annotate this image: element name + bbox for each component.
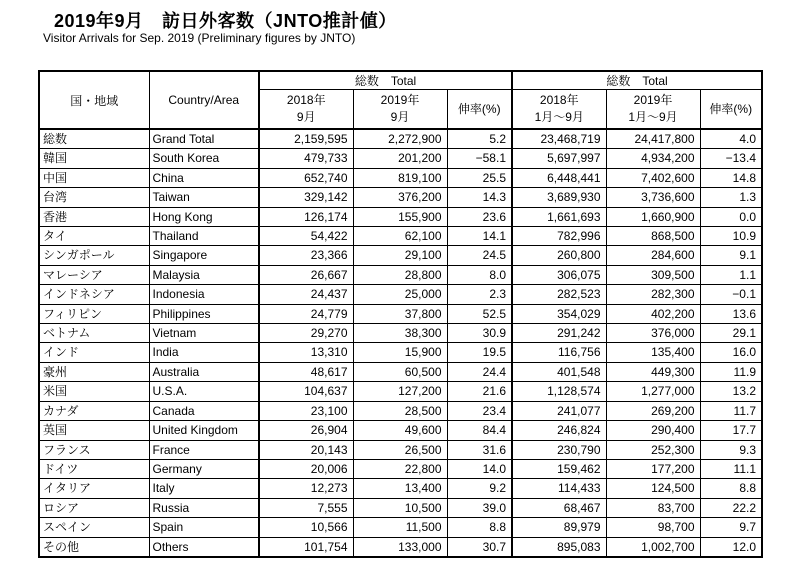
- cell-2018-sep: 26,904: [259, 421, 353, 440]
- cell-country-en: Philippines: [149, 304, 259, 323]
- cell-2019-sep: 60,500: [353, 362, 447, 381]
- cell-growth-cumulative: 8.8: [700, 479, 762, 498]
- cell-growth-monthly: 14.0: [447, 459, 512, 478]
- cell-country-jp: フランス: [39, 440, 149, 459]
- cell-country-en: Germany: [149, 459, 259, 478]
- cell-growth-cumulative: 11.1: [700, 459, 762, 478]
- cell-country-jp: カナダ: [39, 401, 149, 420]
- header-group-row: [39, 71, 762, 90]
- cell-country-en: Australia: [149, 362, 259, 381]
- cell-2019-jan-sep: 98,700: [606, 518, 700, 537]
- cell-growth-monthly: 30.9: [447, 324, 512, 343]
- cell-2019-jan-sep: 1,277,000: [606, 382, 700, 401]
- cell-2019-jan-sep: 7,402,600: [606, 168, 700, 187]
- cell-growth-monthly: 2.3: [447, 285, 512, 304]
- cell-country-jp: 英国: [39, 421, 149, 440]
- cell-growth-monthly: 24.5: [447, 246, 512, 265]
- cell-growth-monthly: 5.2: [447, 129, 512, 149]
- header-2018-sep: [259, 90, 353, 130]
- cell-growth-monthly: 52.5: [447, 304, 512, 323]
- cell-2019-sep: 28,800: [353, 265, 447, 284]
- cell-2019-jan-sep: 449,300: [606, 362, 700, 381]
- cell-2018-jan-sep: 306,075: [512, 265, 606, 284]
- cell-2019-sep: 62,100: [353, 227, 447, 246]
- cell-2018-sep: 652,740: [259, 168, 353, 187]
- cell-country-en: Others: [149, 537, 259, 557]
- table-row: [39, 343, 762, 362]
- cell-growth-monthly: −58.1: [447, 149, 512, 168]
- header-period-line: 2019年: [633, 93, 673, 107]
- cell-country-jp: マレーシア: [39, 265, 149, 284]
- table-header: [39, 71, 762, 129]
- cell-2018-jan-sep: 89,979: [512, 518, 606, 537]
- cell-country-en: Thailand: [149, 227, 259, 246]
- cell-growth-monthly: 19.5: [447, 343, 512, 362]
- cell-2019-jan-sep: 3,736,600: [606, 188, 700, 207]
- cell-2018-jan-sep: 1,128,574: [512, 382, 606, 401]
- table-row: [39, 537, 762, 557]
- cell-growth-monthly: 25.5: [447, 168, 512, 187]
- page-title: 2019年9月 訪日外客数（JNTO推計値）: [54, 11, 397, 31]
- table-body: [39, 129, 762, 557]
- cell-2018-sep: 24,437: [259, 285, 353, 304]
- cell-2018-sep: 23,100: [259, 401, 353, 420]
- cell-country-en: Spain: [149, 518, 259, 537]
- cell-2018-jan-sep: 1,661,693: [512, 207, 606, 226]
- cell-2019-jan-sep: 252,300: [606, 440, 700, 459]
- header-monthly-total-group: 総数 Total: [259, 71, 512, 90]
- cell-country-jp: ドイツ: [39, 459, 149, 478]
- cell-country-en: United Kingdom: [149, 421, 259, 440]
- header-2018-jan-sep: [512, 90, 606, 130]
- cell-2018-sep: 329,142: [259, 188, 353, 207]
- table-row: [39, 401, 762, 420]
- cell-country-jp: 香港: [39, 207, 149, 226]
- cell-growth-cumulative: 9.1: [700, 246, 762, 265]
- cell-2018-jan-sep: 401,548: [512, 362, 606, 381]
- cell-2019-jan-sep: 124,500: [606, 479, 700, 498]
- cell-2019-jan-sep: 177,200: [606, 459, 700, 478]
- cell-country-en: Italy: [149, 479, 259, 498]
- cell-2019-sep: 28,500: [353, 401, 447, 420]
- cell-2018-jan-sep: 159,462: [512, 459, 606, 478]
- cell-2018-sep: 24,779: [259, 304, 353, 323]
- cell-2019-sep: 15,900: [353, 343, 447, 362]
- cell-growth-cumulative: 17.7: [700, 421, 762, 440]
- table-row: [39, 498, 762, 517]
- table-row: [39, 265, 762, 284]
- header-period-line: 2018年: [539, 93, 579, 107]
- cell-2018-sep: 29,270: [259, 324, 353, 343]
- cell-country-en: Grand Total: [149, 129, 259, 149]
- cell-2019-sep: 13,400: [353, 479, 447, 498]
- table-row: [39, 168, 762, 187]
- cell-2018-jan-sep: 3,689,930: [512, 188, 606, 207]
- cell-growth-cumulative: 0.0: [700, 207, 762, 226]
- cell-country-en: South Korea: [149, 149, 259, 168]
- page-subtitle: Visitor Arrivals for Sep. 2019 (Preliminary figures by JNTO): [43, 31, 356, 45]
- cell-country-en: Hong Kong: [149, 207, 259, 226]
- visitor-arrivals-table: [38, 70, 763, 558]
- cell-growth-cumulative: 9.3: [700, 440, 762, 459]
- cell-country-jp: その他: [39, 537, 149, 557]
- cell-2019-sep: 2,272,900: [353, 129, 447, 149]
- cell-2019-sep: 819,100: [353, 168, 447, 187]
- table-row: [39, 324, 762, 343]
- cell-2019-jan-sep: 4,934,200: [606, 149, 700, 168]
- cell-growth-cumulative: 14.8: [700, 168, 762, 187]
- table-row: [39, 246, 762, 265]
- cell-2018-jan-sep: 354,029: [512, 304, 606, 323]
- cell-growth-monthly: 14.3: [447, 188, 512, 207]
- cell-2019-sep: 22,800: [353, 459, 447, 478]
- table-row: [39, 362, 762, 381]
- table-row: [39, 129, 762, 149]
- cell-growth-monthly: 30.7: [447, 537, 512, 557]
- cell-2018-sep: 2,159,595: [259, 129, 353, 149]
- cell-2019-sep: 201,200: [353, 149, 447, 168]
- cell-country-en: Vietnam: [149, 324, 259, 343]
- cell-growth-cumulative: −0.1: [700, 285, 762, 304]
- cell-2018-sep: 10,566: [259, 518, 353, 537]
- cell-2018-jan-sep: 895,083: [512, 537, 606, 557]
- cell-growth-monthly: 8.0: [447, 265, 512, 284]
- table-row: [39, 304, 762, 323]
- header-growth-cumulative: 伸率(%): [700, 90, 762, 130]
- cell-growth-monthly: 8.8: [447, 518, 512, 537]
- cell-growth-monthly: 14.1: [447, 227, 512, 246]
- cell-growth-cumulative: 1.1: [700, 265, 762, 284]
- header-period-line: 9月: [296, 110, 316, 124]
- cell-2018-sep: 20,006: [259, 459, 353, 478]
- cell-growth-cumulative: 11.7: [700, 401, 762, 420]
- cell-2018-sep: 20,143: [259, 440, 353, 459]
- cell-2019-sep: 25,000: [353, 285, 447, 304]
- cell-2019-sep: 127,200: [353, 382, 447, 401]
- cell-country-en: Indonesia: [149, 285, 259, 304]
- cell-2018-jan-sep: 260,800: [512, 246, 606, 265]
- cell-2019-jan-sep: 135,400: [606, 343, 700, 362]
- table-row: [39, 459, 762, 478]
- cell-2018-sep: 7,555: [259, 498, 353, 517]
- cell-2019-sep: 155,900: [353, 207, 447, 226]
- cell-2018-jan-sep: 291,242: [512, 324, 606, 343]
- cell-growth-cumulative: −13.4: [700, 149, 762, 168]
- cell-2019-jan-sep: 868,500: [606, 227, 700, 246]
- cell-2018-sep: 479,733: [259, 149, 353, 168]
- table-row: [39, 207, 762, 226]
- cell-growth-monthly: 21.6: [447, 382, 512, 401]
- table-row: [39, 421, 762, 440]
- cell-2018-sep: 54,422: [259, 227, 353, 246]
- cell-country-jp: シンガポール: [39, 246, 149, 265]
- table-row: [39, 382, 762, 401]
- cell-country-jp: 豪州: [39, 362, 149, 381]
- table-row: [39, 227, 762, 246]
- cell-country-jp: タイ: [39, 227, 149, 246]
- cell-growth-cumulative: 11.9: [700, 362, 762, 381]
- cell-2019-jan-sep: 402,200: [606, 304, 700, 323]
- cell-2019-sep: 38,300: [353, 324, 447, 343]
- cell-growth-cumulative: 16.0: [700, 343, 762, 362]
- cell-2019-jan-sep: 376,000: [606, 324, 700, 343]
- cell-2019-sep: 49,600: [353, 421, 447, 440]
- header-growth-monthly: 伸率(%): [447, 90, 512, 130]
- cell-2019-sep: 26,500: [353, 440, 447, 459]
- cell-growth-monthly: 23.6: [447, 207, 512, 226]
- cell-growth-cumulative: 10.9: [700, 227, 762, 246]
- cell-growth-monthly: 24.4: [447, 362, 512, 381]
- table-row: [39, 149, 762, 168]
- cell-country-jp: フィリピン: [39, 304, 149, 323]
- cell-2019-jan-sep: 1,002,700: [606, 537, 700, 557]
- table-row: [39, 440, 762, 459]
- header-2019-sep: [353, 90, 447, 130]
- cell-growth-cumulative: 9.7: [700, 518, 762, 537]
- cell-growth-monthly: 31.6: [447, 440, 512, 459]
- cell-2018-sep: 23,366: [259, 246, 353, 265]
- header-period-line: 2019年: [380, 93, 420, 107]
- cell-country-en: India: [149, 343, 259, 362]
- table-row: [39, 479, 762, 498]
- cell-2018-sep: 13,310: [259, 343, 353, 362]
- cell-2019-sep: 11,500: [353, 518, 447, 537]
- cell-2019-sep: 376,200: [353, 188, 447, 207]
- header-country-area-en: Country/Area: [149, 71, 259, 129]
- cell-2019-jan-sep: 24,417,800: [606, 129, 700, 149]
- cell-2018-jan-sep: 116,756: [512, 343, 606, 362]
- cell-country-en: Canada: [149, 401, 259, 420]
- header-period-line: 9月: [390, 110, 410, 124]
- cell-2019-jan-sep: 282,300: [606, 285, 700, 304]
- cell-country-jp: 米国: [39, 382, 149, 401]
- cell-2018-jan-sep: 68,467: [512, 498, 606, 517]
- cell-2018-sep: 126,174: [259, 207, 353, 226]
- cell-2018-jan-sep: 5,697,997: [512, 149, 606, 168]
- cell-country-jp: 中国: [39, 168, 149, 187]
- cell-country-jp: 韓国: [39, 149, 149, 168]
- cell-growth-cumulative: 22.2: [700, 498, 762, 517]
- header-cumulative-total-group: 総数 Total: [512, 71, 762, 90]
- cell-country-en: Russia: [149, 498, 259, 517]
- cell-2019-sep: 37,800: [353, 304, 447, 323]
- cell-country-jp: ベトナム: [39, 324, 149, 343]
- header-period-line: 2018年: [286, 93, 326, 107]
- cell-2018-sep: 26,667: [259, 265, 353, 284]
- cell-2018-sep: 12,273: [259, 479, 353, 498]
- cell-2018-jan-sep: 23,468,719: [512, 129, 606, 149]
- cell-country-jp: 総数: [39, 129, 149, 149]
- cell-2019-jan-sep: 1,660,900: [606, 207, 700, 226]
- cell-growth-cumulative: 12.0: [700, 537, 762, 557]
- header-period-line: 1月～9月: [628, 110, 678, 124]
- cell-2019-jan-sep: 309,500: [606, 265, 700, 284]
- cell-country-en: Singapore: [149, 246, 259, 265]
- cell-2019-jan-sep: 290,400: [606, 421, 700, 440]
- cell-2019-sep: 10,500: [353, 498, 447, 517]
- cell-2018-sep: 104,637: [259, 382, 353, 401]
- cell-2019-jan-sep: 284,600: [606, 246, 700, 265]
- cell-2018-jan-sep: 114,433: [512, 479, 606, 498]
- cell-growth-cumulative: 29.1: [700, 324, 762, 343]
- table-row: [39, 285, 762, 304]
- cell-2019-jan-sep: 83,700: [606, 498, 700, 517]
- cell-country-en: Malaysia: [149, 265, 259, 284]
- cell-growth-monthly: 39.0: [447, 498, 512, 517]
- cell-2018-jan-sep: 230,790: [512, 440, 606, 459]
- header-country-area-jp: 国・地域: [39, 71, 149, 129]
- cell-country-jp: インド: [39, 343, 149, 362]
- cell-growth-cumulative: 4.0: [700, 129, 762, 149]
- cell-country-en: China: [149, 168, 259, 187]
- cell-2018-jan-sep: 241,077: [512, 401, 606, 420]
- cell-2018-jan-sep: 6,448,441: [512, 168, 606, 187]
- cell-country-jp: ロシア: [39, 498, 149, 517]
- cell-2019-sep: 133,000: [353, 537, 447, 557]
- cell-country-en: France: [149, 440, 259, 459]
- cell-growth-monthly: 84.4: [447, 421, 512, 440]
- cell-growth-cumulative: 13.6: [700, 304, 762, 323]
- cell-2018-jan-sep: 246,824: [512, 421, 606, 440]
- header-period-line: 1月～9月: [534, 110, 584, 124]
- cell-2018-jan-sep: 782,996: [512, 227, 606, 246]
- table-row: [39, 518, 762, 537]
- cell-country-jp: 台湾: [39, 188, 149, 207]
- cell-2018-sep: 48,617: [259, 362, 353, 381]
- cell-growth-monthly: 23.4: [447, 401, 512, 420]
- cell-growth-monthly: 9.2: [447, 479, 512, 498]
- cell-2018-jan-sep: 282,523: [512, 285, 606, 304]
- cell-country-jp: インドネシア: [39, 285, 149, 304]
- cell-growth-cumulative: 13.2: [700, 382, 762, 401]
- cell-country-jp: スペイン: [39, 518, 149, 537]
- cell-growth-cumulative: 1.3: [700, 188, 762, 207]
- cell-country-en: Taiwan: [149, 188, 259, 207]
- cell-2019-jan-sep: 269,200: [606, 401, 700, 420]
- cell-2018-sep: 101,754: [259, 537, 353, 557]
- table-row: [39, 188, 762, 207]
- cell-2019-sep: 29,100: [353, 246, 447, 265]
- cell-country-en: U.S.A.: [149, 382, 259, 401]
- cell-country-jp: イタリア: [39, 479, 149, 498]
- header-2019-jan-sep: [606, 90, 700, 130]
